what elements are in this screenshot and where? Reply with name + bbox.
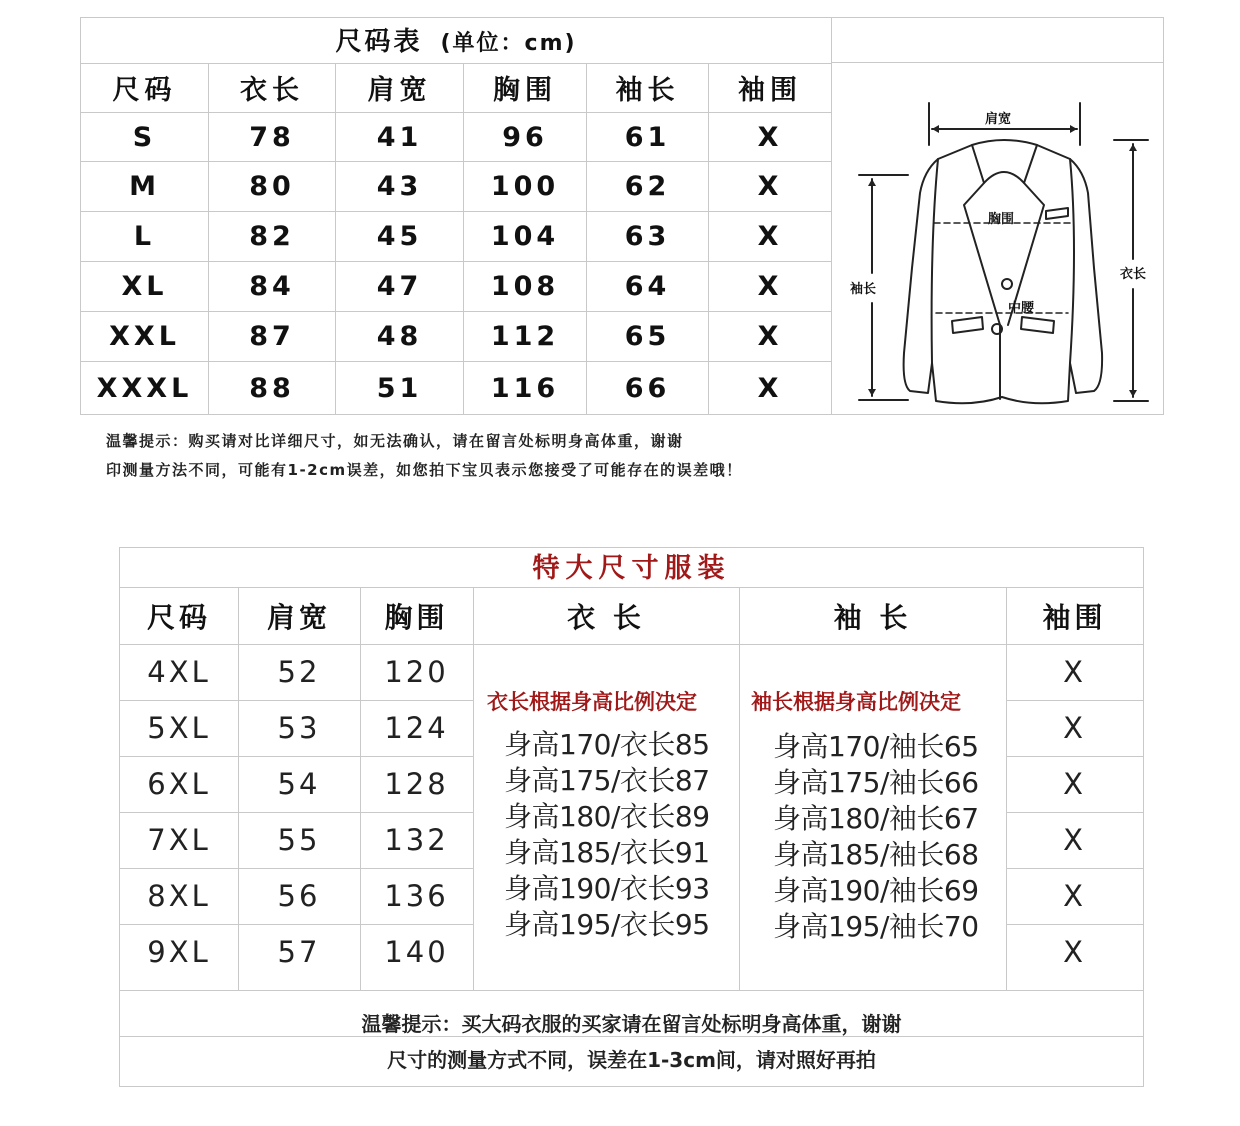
size-chart-cell: 64 [586, 262, 708, 311]
plus-size-title: 特大尺寸服装 [120, 548, 1143, 588]
size-chart-cell: X [708, 162, 831, 211]
plus-size-cell: 54 [277, 767, 321, 801]
size-chart-cell: 112 [463, 312, 586, 361]
size-chart-cell: 78 [208, 113, 335, 161]
plus-size-cell: X [1063, 711, 1086, 745]
plus-size-cell: X [1063, 879, 1086, 913]
length-rule-label: 衣长根据身高比例决定 [487, 690, 697, 714]
size-chart-cell: 88 [208, 362, 335, 414]
size-chart-cell: X [708, 113, 831, 161]
plus-size-cell: 55 [277, 823, 321, 857]
size-chart-header-row [81, 63, 831, 112]
length-spec-item: 身高180/衣长89 [504, 800, 710, 833]
size-chart-cell: 47 [335, 262, 463, 311]
right-sleeve-seam [1070, 159, 1074, 363]
size-chart-row [81, 261, 831, 311]
plus-size-cell: 52 [277, 655, 321, 689]
size-chart-header-cell: 肩宽 [335, 63, 463, 112]
plus-size-cell: 5XL [147, 711, 211, 745]
size-chart-header-cell: 袖围 [708, 63, 831, 112]
plus-size-cell: 140 [384, 935, 449, 969]
label-sleeve: 袖长 [850, 282, 877, 297]
plus-size-header-cell: 袖 长 [833, 601, 912, 634]
size-chart-cell: 45 [335, 212, 463, 261]
size-chart-cell: 63 [586, 212, 708, 261]
size-chart-row [81, 112, 831, 161]
size-chart-cell: 96 [463, 113, 586, 161]
size-chart-cell: X [708, 262, 831, 311]
plus-size-tip-line-1: 温馨提示：买大码衣服的买家请在留言处标明身高体重，谢谢 [361, 1012, 902, 1036]
size-chart-cell: 66 [586, 362, 708, 414]
size-chart-cell: 62 [586, 162, 708, 211]
right-lapel [1008, 145, 1044, 325]
breast-pocket [1046, 208, 1068, 219]
size-chart-header-cell: 袖长 [586, 63, 708, 112]
right-pocket [1021, 317, 1054, 333]
size-chart-cell: X [708, 312, 831, 361]
size-chart-cell: XL [121, 271, 168, 302]
sleeve-spec-item: 身高175/袖长66 [773, 766, 979, 799]
column-divider [473, 588, 474, 990]
sleeve-spec-item: 身高190/袖长69 [773, 874, 979, 907]
size-chart-cell: 84 [208, 262, 335, 311]
size-chart-row [81, 211, 831, 261]
button-upper [1002, 279, 1012, 289]
plus-size-table [119, 547, 1144, 1087]
size-chart-row [81, 311, 831, 361]
tip-line-2: 印测量方法不同，可能有1-2cm误差，如您拍下宝贝表示您接受了可能存在的误差哦！ [106, 461, 743, 479]
size-chart-cell: 82 [208, 212, 335, 261]
size-chart-row [81, 161, 831, 211]
length-spec-item: 身高185/衣长91 [504, 836, 710, 869]
plus-size-cell: 7XL [147, 823, 211, 857]
plus-size-header-cell: 衣 长 [567, 601, 645, 634]
plus-size-header-cell: 肩宽 [266, 601, 331, 634]
plus-size-cell: 4XL [147, 655, 211, 689]
size-chart-cell: 87 [208, 312, 335, 361]
size-chart-header-cell: 胸围 [463, 63, 586, 112]
plus-size-header-cell: 袖围 [1042, 601, 1107, 634]
plus-size-tip-line-2: 尺寸的测量方式不同，误差在1-3cm间，请对照好再拍 [387, 1048, 876, 1072]
column-divider [739, 588, 740, 990]
left-lapel [964, 145, 1000, 325]
plus-size-cell: 128 [384, 767, 449, 801]
tip-line-1: 温馨提示：购买请对比详细尺寸，如无法确认，请在留言处标明身高体重，谢谢 [106, 432, 684, 450]
size-chart-cell: L [133, 221, 156, 252]
plus-size-cell: 57 [277, 935, 321, 969]
plus-size-cell: 9XL [147, 935, 211, 969]
size-chart-cell: XXXL [96, 372, 193, 404]
size-chart-cell: 116 [463, 362, 586, 414]
size-chart-cell: 41 [335, 113, 463, 161]
size-chart-title [81, 18, 831, 64]
plus-size-header-cell: 尺码 [146, 601, 211, 634]
size-chart-header-cell: 尺码 [112, 75, 177, 106]
size-chart-header-cell: 衣长 [208, 63, 335, 112]
plus-size-cell: X [1063, 935, 1086, 969]
sleeve-spec-item: 身高180/袖长67 [773, 802, 979, 835]
size-chart-cell: X [708, 362, 831, 414]
plus-size-cell: 8XL [147, 879, 211, 913]
sleeve-spec-item: 身高185/袖长68 [773, 838, 979, 871]
plus-size-cell: 6XL [147, 767, 211, 801]
left-pocket [952, 317, 983, 333]
size-chart-cell: M [129, 171, 160, 202]
size-chart-grid [81, 63, 831, 414]
collar-back [984, 172, 1024, 183]
label-length: 衣长 [1120, 267, 1147, 282]
sleeve-spec-item: 身高170/袖长65 [773, 730, 979, 763]
header-divider [473, 644, 1006, 645]
plus-size-header-cell: 胸围 [384, 601, 449, 634]
length-spec-item: 身高195/衣长95 [504, 908, 710, 941]
size-chart-cell: 43 [335, 162, 463, 211]
size-chart-unit: (单位：cm) [440, 31, 577, 56]
diagram-header-cell [832, 18, 1163, 63]
size-chart-cell: 104 [463, 212, 586, 261]
sleeve-rule-label: 袖长根据身高比例决定 [751, 690, 961, 714]
label-waist: 中腰 [1008, 301, 1035, 316]
size-chart-cell: 51 [335, 362, 463, 414]
plus-size-cell: X [1063, 767, 1086, 801]
tip-middle-divider [120, 1036, 1143, 1037]
plus-size-cell: 53 [277, 711, 321, 745]
size-chart-cell: 61 [586, 113, 708, 161]
size-chart-row [81, 361, 831, 414]
size-chart-title-text: 尺码表 [335, 27, 423, 57]
plus-size-cell: X [1063, 655, 1086, 689]
jacket-measurement-diagram [831, 18, 1163, 414]
size-chart-cell: S [132, 121, 157, 153]
sleeve-spec-item: 身高195/袖长70 [773, 910, 979, 943]
size-chart-cell: X [708, 212, 831, 261]
length-spec-item: 身高170/衣长85 [504, 728, 710, 761]
size-chart-cell: 65 [586, 312, 708, 361]
label-chest: 胸围 [988, 212, 1015, 227]
tip-top-divider [120, 990, 1143, 991]
size-chart-cell: 48 [335, 312, 463, 361]
size-chart-cell: XXL [109, 321, 180, 352]
label-shoulder: 肩宽 [985, 112, 1012, 127]
left-sleeve-seam [932, 159, 938, 363]
plus-size-cell: 124 [384, 711, 449, 745]
plus-size-cell: X [1063, 823, 1086, 857]
size-chart-table [80, 17, 1164, 415]
length-spec-item: 身高175/衣长87 [504, 764, 710, 797]
size-chart-cell: 100 [463, 162, 586, 211]
size-chart-cell: 108 [463, 262, 586, 311]
plus-size-cell: 136 [384, 879, 449, 913]
plus-size-cell: 132 [384, 823, 449, 857]
size-chart-cell: 80 [208, 162, 335, 211]
plus-size-cell: 120 [384, 655, 449, 689]
jacket-illustration [832, 63, 1164, 414]
length-spec-item: 身高190/衣长93 [504, 872, 710, 905]
plus-size-cell: 56 [277, 879, 321, 913]
